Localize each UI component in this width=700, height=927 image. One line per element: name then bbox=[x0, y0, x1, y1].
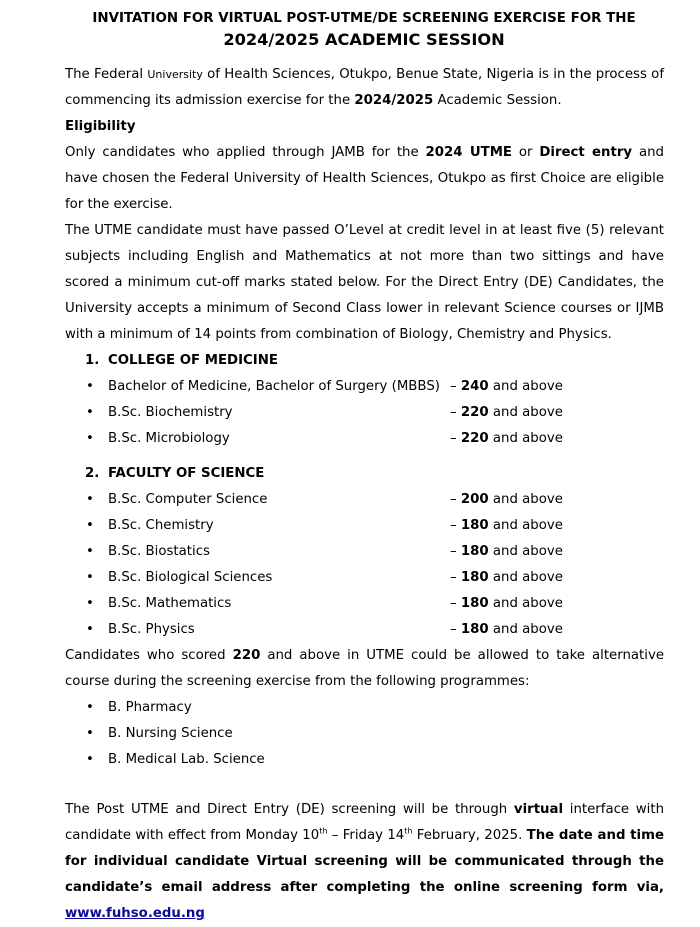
course-row: • B.Sc. Biological Sciences – 180 and above bbox=[65, 565, 664, 591]
bullet-icon: • bbox=[86, 492, 94, 507]
bullet-icon: • bbox=[86, 726, 94, 741]
course-row: • B.Sc. Biochemistry – 220 and above bbox=[65, 400, 664, 426]
closing-paragraph: The Post UTME and Direct Entry (DE) screening will be through virtual interface with candidate with effect from Monday 10th – Friday 14th February, 2025. The date and time for individual candidate Virtual screening will be communicated through the candidate’s email address after completing the online screening form via, www.fuhso.edu.ng bbox=[65, 802, 664, 921]
bullet-icon: • bbox=[86, 570, 94, 585]
bullet-icon: • bbox=[86, 700, 94, 715]
eligibility-paragraph-2: The UTME candidate must have passed O’Level at credit level in at least five (5) relevant subjects including English and Mathematics at not more than two sittings and have scored a minimum cut-off marks stated below. For the Direct Entry (DE) Candidates, the University accepts a minimum of Second Class lower in relevant Science courses or IJMB with a minimum of 14 points from combination of Biology, Chemistry and Physics. bbox=[65, 223, 664, 342]
bullet-icon: • bbox=[86, 544, 94, 559]
website-link[interactable]: www.fuhso.edu.ng bbox=[65, 906, 205, 921]
bullet-icon: • bbox=[86, 379, 94, 394]
intro-paragraph: The Federal University of Health Sciences, Otukpo, Benue State, Nigeria is in the process of commencing its admission exercise for the 2024/2025 Academic Session. bbox=[65, 67, 664, 108]
bullet-icon: • bbox=[86, 596, 94, 611]
bullet-icon: • bbox=[86, 405, 94, 420]
section-college-of-medicine bbox=[65, 348, 664, 452]
course-row: • B.Sc. Chemistry – 180 and above bbox=[65, 513, 664, 539]
eligibility-paragraph-1: Only candidates who applied through JAMB for the 2024 UTME or Direct entry and have chosen the Federal University of Health Sciences, Otukpo as first Choice are eligible for the exercise. bbox=[65, 145, 664, 212]
bullet-icon: • bbox=[86, 752, 94, 767]
bullet-icon: • bbox=[86, 518, 94, 533]
course-row: • B.Sc. Microbiology – 220 and above bbox=[65, 426, 664, 452]
bullet-icon: • bbox=[86, 622, 94, 637]
course-row: • B.Sc. Biostatics – 180 and above bbox=[65, 539, 664, 565]
course-row: • Bachelor of Medicine, Bachelor of Surgery (MBBS) – 240 and above bbox=[65, 374, 664, 400]
list-item: • B. Nursing Science bbox=[65, 721, 664, 747]
title-line-1: INVITATION FOR VIRTUAL POST-UTME/DE SCREENING EXERCISE FOR THE bbox=[92, 11, 636, 26]
bullet-icon: • bbox=[86, 431, 94, 446]
section-heading: 1. COLLEGE OF MEDICINE bbox=[85, 353, 278, 368]
section-heading: 2. FACULTY OF SCIENCE bbox=[85, 466, 265, 481]
eligibility-heading: Eligibility bbox=[65, 119, 136, 134]
alternative-programmes-list bbox=[65, 695, 664, 773]
course-row: • B.Sc. Physics – 180 and above bbox=[65, 617, 664, 643]
section-faculty-of-science bbox=[65, 461, 664, 643]
course-row: • B.Sc. Computer Science – 200 and above bbox=[65, 487, 664, 513]
title-line-2: 2024/2025 ACADEMIC SESSION bbox=[223, 30, 505, 49]
alternative-course-paragraph: Candidates who scored 220 and above in UTME could be allowed to take alternative course during the screening exercise from the following programmes: bbox=[65, 648, 665, 689]
document-body bbox=[65, 62, 664, 927]
list-item: • B. Medical Lab. Science bbox=[65, 747, 664, 773]
course-row: • B.Sc. Mathematics – 180 and above bbox=[65, 591, 664, 617]
list-item: • B. Pharmacy bbox=[65, 695, 664, 721]
